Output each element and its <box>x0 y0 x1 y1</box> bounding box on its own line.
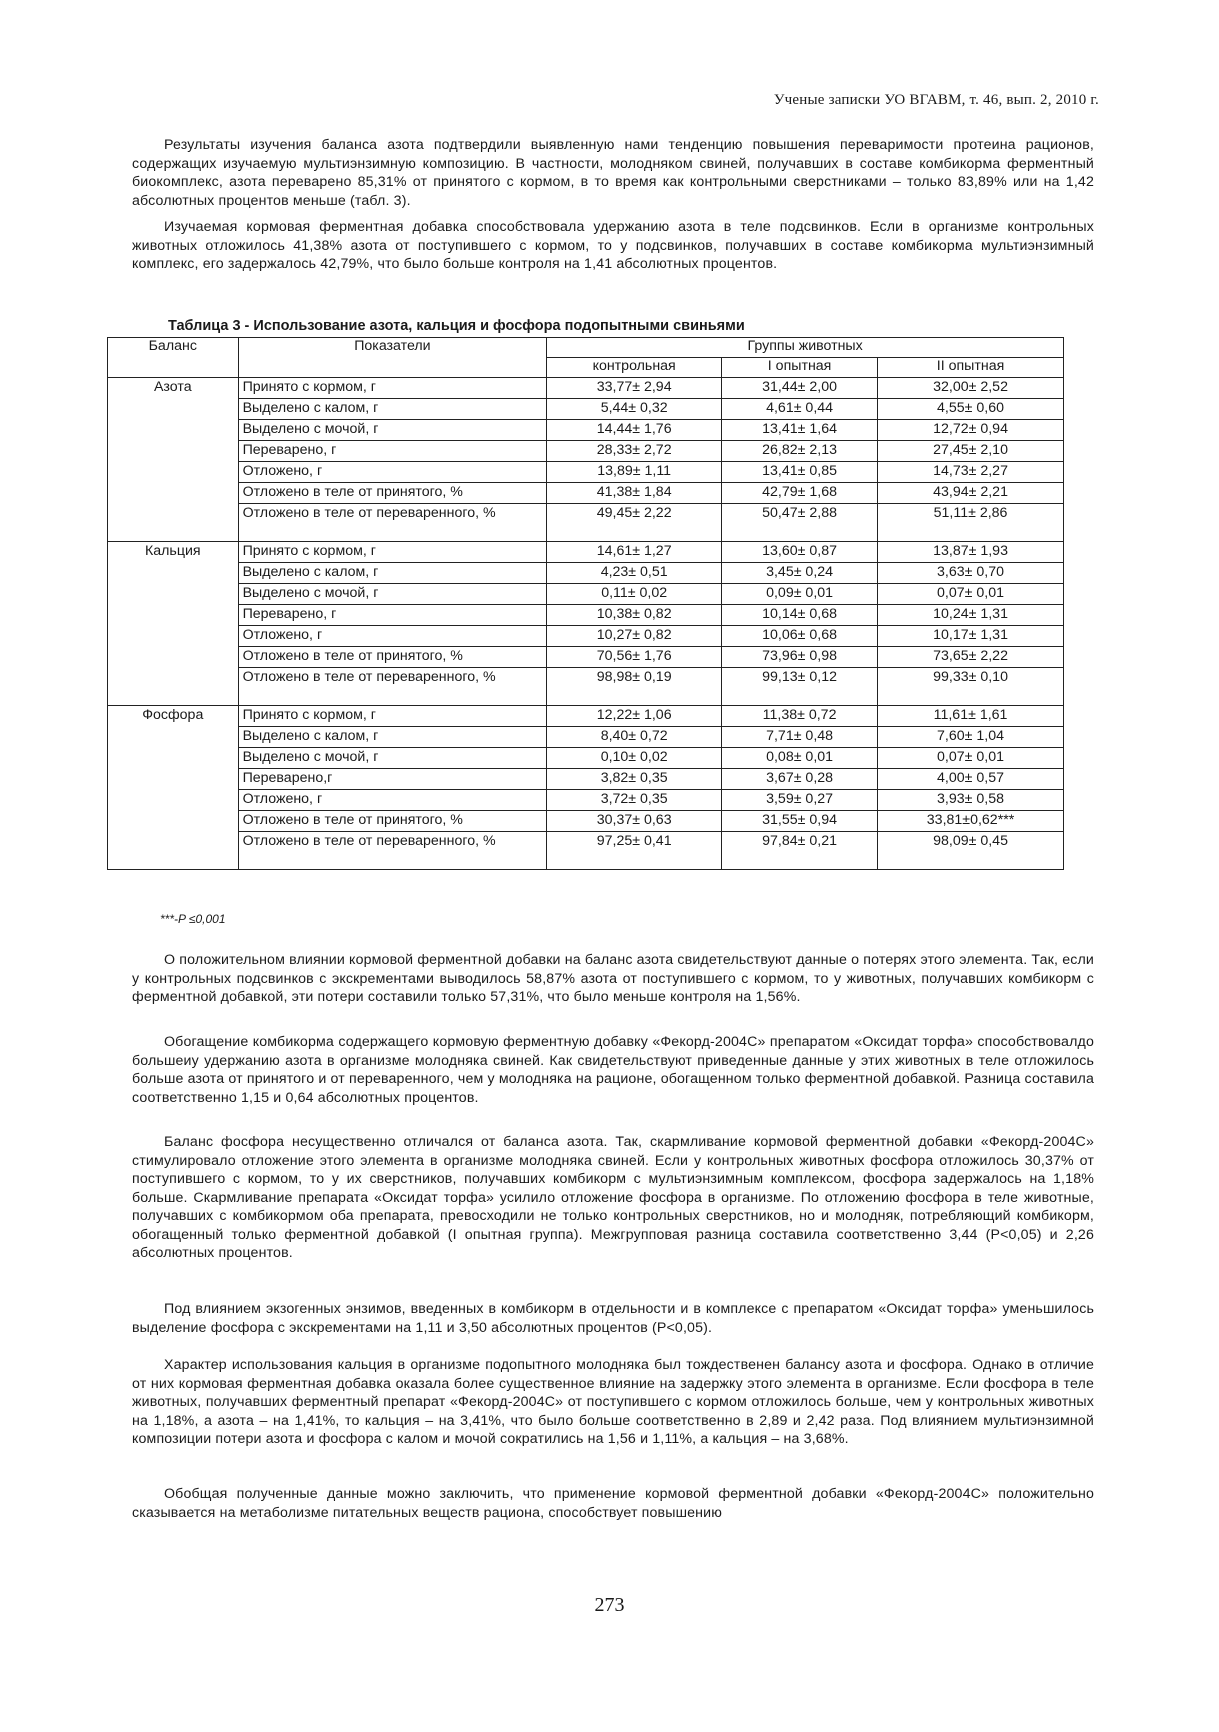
indicator-cell: Отложено, г <box>238 626 547 647</box>
value-cell-exp2: 4,55± 0,60 <box>878 399 1064 420</box>
table-row <box>108 483 1064 504</box>
value-cell-exp2: 4,00± 0,57 <box>878 769 1064 790</box>
value-cell-exp1: 97,84± 0,21 <box>722 832 878 870</box>
value-cell-exp1: 10,14± 0,68 <box>722 605 878 626</box>
value-cell-control: 10,27± 0,82 <box>547 626 722 647</box>
header-indicators: Показатели <box>238 338 547 378</box>
paragraph: Обогащение комбикорма содержащего кормовую ферментную добавку «Фекорд-2004С» препаратом «Оксидат торфа» способствовалдо большеиу удержанию азота в организме молодняка свиней. Как свидетельствуют приведенные данные у этих животных в теле отложилось больше азота от принятого и от переваренного, чем у молодняка на рационе, обогащенном только ферментной добавкой. Разница составила соответственно 1,15 и 0,64 абсолютных процентов. <box>132 1034 1094 1106</box>
table-row <box>108 584 1064 605</box>
table-row <box>108 462 1064 483</box>
paragraph: Изучаемая кормовая ферментная добавка способствовала удержанию азота в теле подсвинков. Если в организме контрольных животных отложилось 41,38% азота от поступившего с кормом, то у подсвинков, получавших в составе комбикорма мультиэнзимный комплекс, его задержалось 42,79%, что было больше контроля на 1,41 абсолютных процентов. <box>132 219 1094 272</box>
value-cell-control: 8,40± 0,72 <box>547 727 722 748</box>
table-body <box>108 378 1064 870</box>
value-cell-exp2: 0,07± 0,01 <box>878 748 1064 769</box>
value-cell-exp2: 27,45± 2,10 <box>878 441 1064 462</box>
balance-cell: Кальция <box>108 542 239 706</box>
value-cell-exp2: 7,60± 1,04 <box>878 727 1064 748</box>
value-cell-control: 4,23± 0,51 <box>547 563 722 584</box>
value-cell-exp1: 13,41± 0,85 <box>722 462 878 483</box>
value-cell-exp2: 14,73± 2,27 <box>878 462 1064 483</box>
value-cell-exp1: 31,55± 0,94 <box>722 811 878 832</box>
header-control: контрольная <box>547 358 722 378</box>
value-cell-control: 97,25± 0,41 <box>547 832 722 870</box>
value-cell-control: 30,37± 0,63 <box>547 811 722 832</box>
value-cell-exp2: 43,94± 2,21 <box>878 483 1064 504</box>
value-cell-exp1: 11,38± 0,72 <box>722 706 878 727</box>
value-cell-control: 41,38± 1,84 <box>547 483 722 504</box>
table-row <box>108 832 1064 870</box>
table-row <box>108 563 1064 584</box>
value-cell-exp1: 3,45± 0,24 <box>722 563 878 584</box>
table-row <box>108 748 1064 769</box>
value-cell-exp1: 26,82± 2,13 <box>722 441 878 462</box>
indicator-cell: Переварено, г <box>238 441 547 462</box>
value-cell-control: 3,72± 0,35 <box>547 790 722 811</box>
table-row <box>108 605 1064 626</box>
data-table <box>107 337 1064 870</box>
value-cell-control: 10,38± 0,82 <box>547 605 722 626</box>
value-cell-exp2: 51,11± 2,86 <box>878 504 1064 542</box>
running-head: Ученые записки УО ВГАВМ, т. 46, вып. 2, 2010 г. <box>773 92 1099 108</box>
paragraph: Под влиянием экзогенных энзимов, введенных в комбикорм в отдельности и в комплексе с препаратом «Оксидат торфа» уменьшилось выделение фосфора с экскрементами на 1,11 и 3,50 абсолютных процентов (P<0,05). <box>132 1301 1094 1336</box>
indicator-cell: Принято с кормом, г <box>238 378 547 399</box>
indicator-cell: Выделено с мочой, г <box>238 584 547 605</box>
value-cell-exp2: 13,87± 1,93 <box>878 542 1064 563</box>
value-cell-exp2: 3,63± 0,70 <box>878 563 1064 584</box>
indicator-cell: Выделено с калом, г <box>238 727 547 748</box>
header-groups: Группы животных <box>547 338 1064 358</box>
table-row <box>108 811 1064 832</box>
value-cell-exp1: 31,44± 2,00 <box>722 378 878 399</box>
paragraph: Обобщая полученные данные можно заключить, что применение кормовой ферментной добавки «Фекорд-2004С» положительно сказывается на метаболизме питательных веществ рациона, способствует повышению <box>132 1486 1094 1521</box>
table-row <box>108 727 1064 748</box>
table-row <box>108 647 1064 668</box>
value-cell-exp2: 73,65± 2,22 <box>878 647 1064 668</box>
value-cell-exp2: 10,17± 1,31 <box>878 626 1064 647</box>
indicator-cell: Переварено,г <box>238 769 547 790</box>
value-cell-exp1: 73,96± 0,98 <box>722 647 878 668</box>
table-row <box>108 504 1064 542</box>
value-cell-exp1: 42,79± 1,68 <box>722 483 878 504</box>
indicator-cell: Выделено с калом, г <box>238 399 547 420</box>
value-cell-control: 28,33± 2,72 <box>547 441 722 462</box>
table-row <box>108 441 1064 462</box>
value-cell-exp2: 32,00± 2,52 <box>878 378 1064 399</box>
table-row <box>108 420 1064 441</box>
value-cell-exp1: 0,09± 0,01 <box>722 584 878 605</box>
indicator-cell: Отложено в теле от принятого, % <box>238 647 547 668</box>
value-cell-control: 0,10± 0,02 <box>547 748 722 769</box>
header-balance: Баланс <box>108 338 239 378</box>
table-caption: Таблица 3 - Использование азота, кальция и фосфора подопытными свиньями <box>168 318 745 334</box>
indicator-cell: Принято с кормом, г <box>238 542 547 563</box>
value-cell-exp1: 3,59± 0,27 <box>722 790 878 811</box>
value-cell-exp1: 99,13± 0,12 <box>722 668 878 706</box>
value-cell-exp1: 7,71± 0,48 <box>722 727 878 748</box>
balance-cell: Азота <box>108 378 239 542</box>
value-cell-exp2: 98,09± 0,45 <box>878 832 1064 870</box>
value-cell-exp1: 4,61± 0,44 <box>722 399 878 420</box>
value-cell-exp2: 33,81±0,62*** <box>878 811 1064 832</box>
value-cell-control: 5,44± 0,32 <box>547 399 722 420</box>
table-row <box>108 706 1064 727</box>
table-row <box>108 668 1064 706</box>
indicator-cell: Отложено в теле от принятого, % <box>238 811 547 832</box>
indicator-cell: Отложено, г <box>238 790 547 811</box>
value-cell-exp2: 99,33± 0,10 <box>878 668 1064 706</box>
table-row <box>108 542 1064 563</box>
value-cell-exp1: 13,60± 0,87 <box>722 542 878 563</box>
table-row <box>108 769 1064 790</box>
value-cell-exp2: 12,72± 0,94 <box>878 420 1064 441</box>
value-cell-exp1: 10,06± 0,68 <box>722 626 878 647</box>
value-cell-control: 3,82± 0,35 <box>547 769 722 790</box>
paragraph: О положительном влиянии кормовой ферментной добавки на баланс азота свидетельствуют данные о потерях этого элемента. Так, если у контрольных подсвинков с экскрементами выводилось 58,87% азота от поступившего с кормом, то у животных, получавших комбикорм с ферментной добавкой, эти потери составили только 57,31%, что было меньше контроля на 1,56%. <box>132 952 1094 1005</box>
value-cell-control: 70,56± 1,76 <box>547 647 722 668</box>
value-cell-exp1: 13,41± 1,64 <box>722 420 878 441</box>
balance-cell: Фосфора <box>108 706 239 870</box>
header-exp2: II опытная <box>878 358 1064 378</box>
indicator-cell: Выделено с мочой, г <box>238 420 547 441</box>
value-cell-exp1: 3,67± 0,28 <box>722 769 878 790</box>
table-row <box>108 399 1064 420</box>
value-cell-control: 13,89± 1,11 <box>547 462 722 483</box>
value-cell-exp2: 3,93± 0,58 <box>878 790 1064 811</box>
value-cell-control: 49,45± 2,22 <box>547 504 722 542</box>
paragraph: Баланс фосфора несущественно отличался от баланса азота. Так, скармливание кормовой ферментной добавки «Фекорд-2004С» стимулировало отложение этого элемента в организме молодняка свиней. Если у контрольных животных фосфора отложилось 30,37% от поступившего с кормом, то у их сверстников, получавших комбикорм с мультиэнзимным комплексом, фосфора задержалось на 1,18% больше. Скармливание препарата «Оксидат торфа» усилило отложение фосфора в организме. По отложению фосфора в теле животные, получавших с комбикормом оба препарата, превосходили не только контрольных сверстников, но и молодняк, потребляющий комбикорм, обогащенный только ферментной добавкой (I опытная группа). Межгрупповая разница составила соответственно 3,44 (P<0,05) и 2,26 абсолютных процентов. <box>132 1134 1094 1261</box>
indicator-cell: Отложено в теле от переваренного, % <box>238 504 547 542</box>
header-exp1: I опытная <box>722 358 878 378</box>
paragraph: Результаты изучения баланса азота подтвердили выявленную нами тенденцию повышения переваримости протеина рационов, содержащих изучаемую мультиэнзимную композицию. В частности, молодняком свиней, получавших в составе комбикорма ферментный биокомплекс, азота переварено 85,31% от принятого с кормом, в то время как контрольными сверстниками – только 83,89% или на 1,42 абсолютных процентов меньше (табл. 3). <box>132 137 1094 209</box>
indicator-cell: Отложено в теле от переваренного, % <box>238 668 547 706</box>
indicator-cell: Отложено в теле от переваренного, % <box>238 832 547 870</box>
value-cell-control: 12,22± 1,06 <box>547 706 722 727</box>
value-cell-exp2: 11,61± 1,61 <box>878 706 1064 727</box>
page-number: 273 <box>594 1594 625 1616</box>
value-cell-exp2: 0,07± 0,01 <box>878 584 1064 605</box>
indicator-cell: Принято с кормом, г <box>238 706 547 727</box>
indicator-cell: Переварено, г <box>238 605 547 626</box>
indicator-cell: Отложено, г <box>238 462 547 483</box>
table-row <box>108 790 1064 811</box>
value-cell-control: 14,44± 1,76 <box>547 420 722 441</box>
value-cell-control: 14,61± 1,27 <box>547 542 722 563</box>
indicator-cell: Выделено с мочой, г <box>238 748 547 769</box>
indicator-cell: Отложено в теле от принятого, % <box>238 483 547 504</box>
value-cell-control: 98,98± 0,19 <box>547 668 722 706</box>
value-cell-exp2: 10,24± 1,31 <box>878 605 1064 626</box>
paragraph: Характер использования кальция в организме подопытного молодняка был тождественен балансу азота и фосфора. Однако в отличие от них кормовая ферментная добавка оказала более существенное влияние на задержку этого элемента в организме. Если фосфора в теле животных, получавших ферментный препарат «Фекорд-2004С» от поступившего с кормом отложилось больше, чем у контрольных животных на 1,18%, а азота – на 1,41%, то кальция – на 3,41%, что было больше соответственно в 2,89 и 2,42 раза. Под влиянием мультиэнзимной композиции потери азота и фосфора с калом и мочой сократились на 1,56 и 1,11%, а кальция – на 3,68%. <box>132 1357 1094 1447</box>
value-cell-exp1: 50,47± 2,88 <box>722 504 878 542</box>
indicator-cell: Выделено с калом, г <box>238 563 547 584</box>
table-footnote: ***-P ≤0,001 <box>160 912 226 926</box>
value-cell-control: 0,11± 0,02 <box>547 584 722 605</box>
value-cell-control: 33,77± 2,94 <box>547 378 722 399</box>
table-row <box>108 378 1064 399</box>
value-cell-exp1: 0,08± 0,01 <box>722 748 878 769</box>
table-row <box>108 626 1064 647</box>
